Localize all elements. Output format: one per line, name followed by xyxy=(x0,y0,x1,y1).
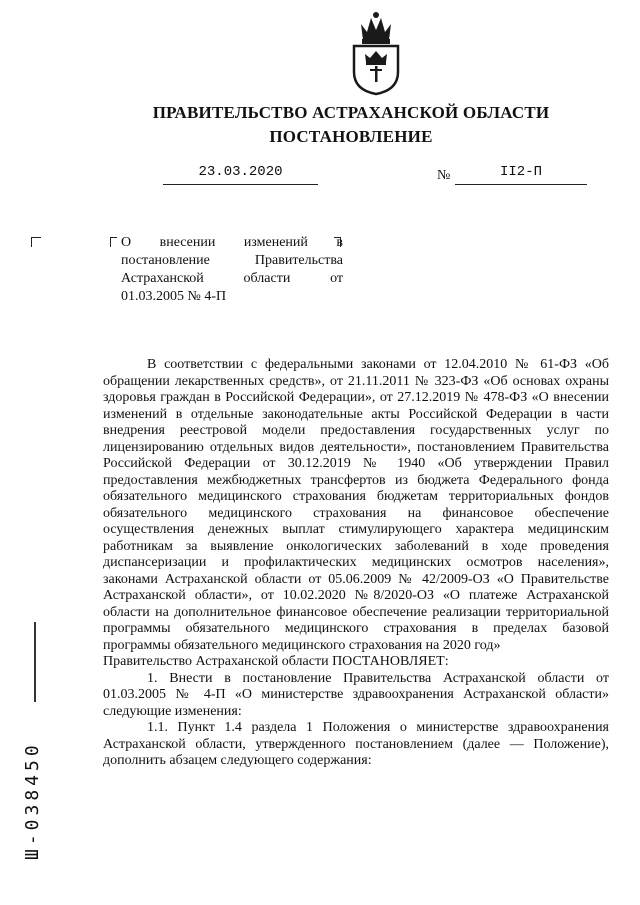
subject-line: Астраханской области от xyxy=(121,271,343,286)
preamble-paragraph: В соответствии с федеральными законами от 12.04.2010 № 61-ФЗ «Об обращении лекарственных средств», от 21.11.2011 № 323-ФЗ «Об основах охраны здоровья граждан в Российской Федерации», от 27.12.2019 № 478-ФЗ «О внесении изменений в отдельные законодательные акты Российской Федерации в части внедрения реестровой модели предоставления государственных услуг по лицензированию отдельных видов деятельности», постановлением Правительства Российской Федерации от 30.12.2019 № 1940 «Об утверждении Правил предоставления межбюджетных трансфертов из бюджета Федерального фонда обязательного медицинского страхования бюджетам территориальных фондов обязательного медицинского страхования на финансовое обеспечение осуществления денежных выплат стимулирующего характера медицинским работникам за выявление онкологических заболеваний в ходе проведения диспансеризации и профилактических медицинских осмотров населения», законами Астраханской области от 05.06.2009 № 42/2009-ОЗ «О Правительстве Астраханской области», от 10.02.2020 №8/2020-ОЗ «О платеже Астраханской области на дополнительное финансовое обеспечение реализации территориальной программы обязательного медицинского страхования в пределах базовой программы обязательного медицинского страхования на 2020 год» xyxy=(103,357,609,653)
number-label: № xyxy=(437,168,451,183)
item-1-1-paragraph: 1.1. Пункт 1.4 раздела 1 Положения о министерстве здравоохранения Астраханской области, утвержденного постановлением (далее — Положение), дополнить абзацем следующего содержания: xyxy=(103,720,609,768)
document-date: 23.03.2020 xyxy=(163,164,318,185)
subject-line: О внесении изменений в xyxy=(121,235,343,250)
document-number: II2-П xyxy=(455,164,587,185)
document-body xyxy=(103,357,609,770)
subject-line: постановление Правительства xyxy=(121,253,343,268)
subject-corner-left xyxy=(110,237,117,247)
registration-stamp: Ш-038450 xyxy=(22,741,43,860)
resolution-line: Правительство Астраханской области ПОСТАНОВЛЯЕТ: xyxy=(103,654,449,669)
document-subject xyxy=(121,234,343,306)
margin-corner-mark xyxy=(31,237,41,247)
document-type-title: ПОСТАНОВЛЕНИЕ xyxy=(269,127,433,146)
subject-line: 01.03.2005 № 4-П xyxy=(121,289,227,304)
item-1-paragraph: 1. Внести в постановление Правительства Астраханской области от 01.03.2005 № 4-П «О министерстве здравоохранения Астраханской области» следующие изменения: xyxy=(103,670,609,719)
margin-line xyxy=(34,622,36,702)
coat-of-arms-icon xyxy=(349,10,403,96)
government-title: ПРАВИТЕЛЬСТВО АСТРАХАНСКОЙ ОБЛАСТИ xyxy=(152,103,550,122)
